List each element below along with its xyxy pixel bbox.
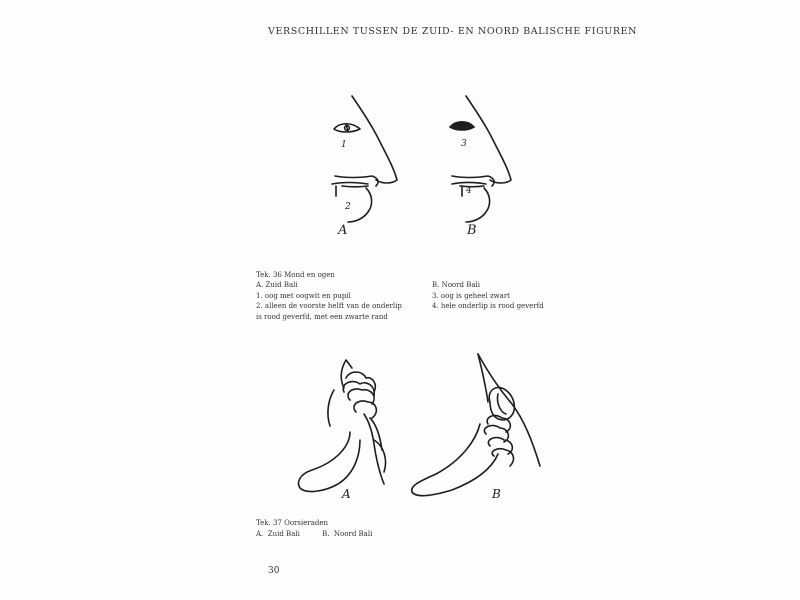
label-b-ornament: B (492, 487, 501, 501)
caption-line: is rood geverfd, met een zwarte rand (256, 312, 388, 321)
ear-ornament-a-drawing (299, 360, 386, 491)
marker-4: 4 (466, 186, 472, 196)
running-head: VERSCHILLEN TUSSEN DE ZUID- EN NOORD BALISCHE FIGUREN (268, 26, 638, 37)
caption-line: B. Noord Bali (432, 281, 480, 289)
label-a: A (338, 223, 348, 238)
figure1-caption-title: Tek. 36 Mond en ogen (256, 271, 335, 279)
label-b: B (467, 223, 477, 238)
caption-line: 4. hele onderlip is rood geverfd (432, 302, 544, 310)
page-number: 30 (268, 566, 280, 576)
caption-line: 3. oog is geheel zwart (432, 291, 510, 300)
marker-1: 1 (341, 140, 347, 150)
figure2-caption-title: Tek. 37 Oorsieraden (256, 519, 329, 527)
caption-line: 1. oog met oogwit en pupil (256, 291, 351, 300)
marker-3: 3 (461, 139, 467, 149)
caption-line: 2. alleen de voorste helft van de onderlip (256, 302, 402, 310)
marker-2: 2 (345, 202, 351, 212)
caption-line: A. Zuid Bali (256, 281, 298, 289)
ear-ornament-b-drawing (412, 354, 540, 496)
label-a-ornament: A (342, 487, 351, 501)
figure2-caption-line: A. Zuid Bali B. Noord Bali (256, 530, 373, 538)
